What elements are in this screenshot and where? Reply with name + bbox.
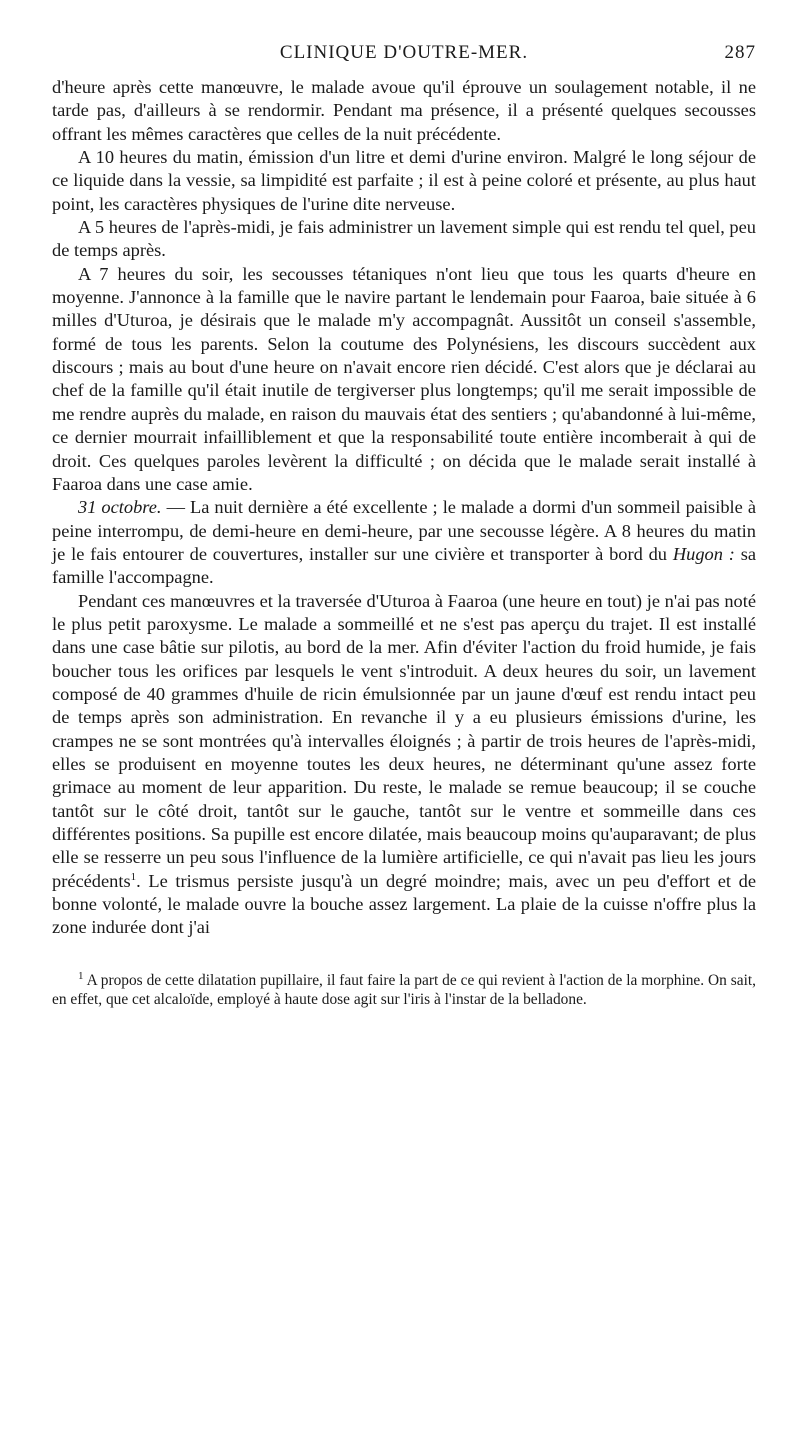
footnote-reference: 1 bbox=[130, 870, 137, 883]
running-head bbox=[52, 42, 756, 72]
paragraph-text: sa famille l'accompagne. bbox=[52, 543, 757, 588]
paragraph-text: A 7 heures du soir, les secousses tétaniques n'ont lieu que tous les quarts d'heure en moyenne. J'annonce à la famille que le navire partant le lendemain pour Faaroa, baie située à 6 milles d'Uturoa, je désirais que le malade m'y accompagnât. Aussitôt un conseil s'assemble, formé de tous les parents. Selon la coutume des Polynésiens, les discours succèdent aux discours ; mais au bout d'une heure on n'avait encore rien décidé. C'est alors que je déclarai au chef de la famille qu'il était inutile de tergiverser plus longtemps; qu'il me serait impossible de me rendre auprès du malade, en raison du mauvais état des sentiers ; qu'abandonné à lui-même, ce dernier mourrait infailliblement et que la responsabilité toute entière incomberait à qui de droit. Ces quelques paroles levèrent la difficulté ; on décida que le malade serait installé à Faaroa dans une case amie. bbox=[52, 263, 756, 494]
paragraph-text: A 10 heures du matin, émission d'un litre et demi d'urine environ. Malgré le long séjour de ce liquide dans la vessie, sa limpidité est parfaite ; il est à peine coloré et présente, au plus haut point, les caractères physiques de l'urine dite nerveuse. bbox=[52, 147, 756, 214]
date-heading: 31 octobre. bbox=[78, 497, 162, 518]
footnote-mark: 1 bbox=[78, 969, 84, 982]
paragraph-text: . Le trismus persiste jusqu'à un degré moindre; mais, avec un peu d'effort et de bonne volonté, le malade ouvre la bouche assez largement. La plaie de la cuisse n'offre plus la zone indurée dont j'ai bbox=[52, 870, 756, 938]
ship-name: Hugon : bbox=[672, 543, 735, 564]
paragraph-text: — La nuit dernière a été excellente ; le malade a dormi d'un sommeil paisible à peine interrompu, de demi-heure en demi-heure, par une secousse légère. A 8 heures du matin je le fais entourer de couvertures, installer sur une civière et transporter à bord du bbox=[52, 497, 756, 564]
paragraph-lavement bbox=[52, 216, 756, 263]
page-number: 287 bbox=[724, 42, 756, 63]
paragraph-urine-emission bbox=[52, 146, 756, 216]
paragraph-text: A 5 heures de l'après-midi, je fais administrer un lavement simple qui est rendu tel quel, peu de temps après. bbox=[52, 217, 756, 261]
footnote bbox=[52, 971, 756, 1010]
paragraph-31-octobre bbox=[52, 496, 756, 589]
footnote-text: A propos de cette dilatation pupillaire, il faut faire la part de ce qui revient à l'action de la morphine. On sait, en effet, que cet alcaloïde, employé à haute dose agit sur l'iris à l'instar de la belladone. bbox=[52, 971, 756, 1009]
body-text bbox=[52, 76, 756, 940]
footnotes bbox=[52, 971, 756, 1010]
paragraph-text: Pendant ces manœuvres et la traversée d'Uturoa à Faaroa (une heure en tout) je n'ai pas noté le plus petit paroxysme. Le malade a sommeillé et ne s'est pas aperçu du trajet. Il est installé dans une case bâtie sur pilotis, au bord de la mer. Afin d'éviter l'action du froid humide, je fais boucher tous les orifices par lesquels le vent s'introduit. A deux heures du soir, un lavement composé de 40 grammes d'huile de ricin émulsionnée par un jaune d'œuf est rendu intact peu de temps après son administration. En revanche il y a eu plusieurs émissions d'urine, les crampes ne se sont montrées qu'à intervalles éloignés ; à partir de trois heures de l'après-midi, elles se produisent en moyenne toutes les deux heures, ne déterminant qu'une assez forte grimace au moment de leur apparition. Du reste, le malade se remue beaucoup; il se couche tantôt sur le côté droit, tantôt sur le gauche, tantôt sur le ventre et sommeille dans ces différentes positions. Sa pupille est encore dilatée, mais beaucoup moins qu'auparavant; de plus elle se resserre un peu sous l'influence de la lumière artificielle, ce qui n'avait pas lieu les jours précédents bbox=[52, 590, 756, 891]
paragraph-family-council bbox=[52, 263, 756, 496]
paragraph-continued bbox=[52, 76, 756, 146]
running-title: CLINIQUE D'OUTRE-MER. bbox=[279, 42, 529, 63]
paragraph-faaroa bbox=[52, 590, 756, 940]
paragraph-text: d'heure après cette manœuvre, le malade avoue qu'il éprouve un soulagement notable, il ne tarde pas, d'ailleurs à se rendormir. Pendant ma présence, il a présenté quelques secousses offrant les mêmes caractères que celles de la nuit précédente. bbox=[52, 77, 756, 144]
